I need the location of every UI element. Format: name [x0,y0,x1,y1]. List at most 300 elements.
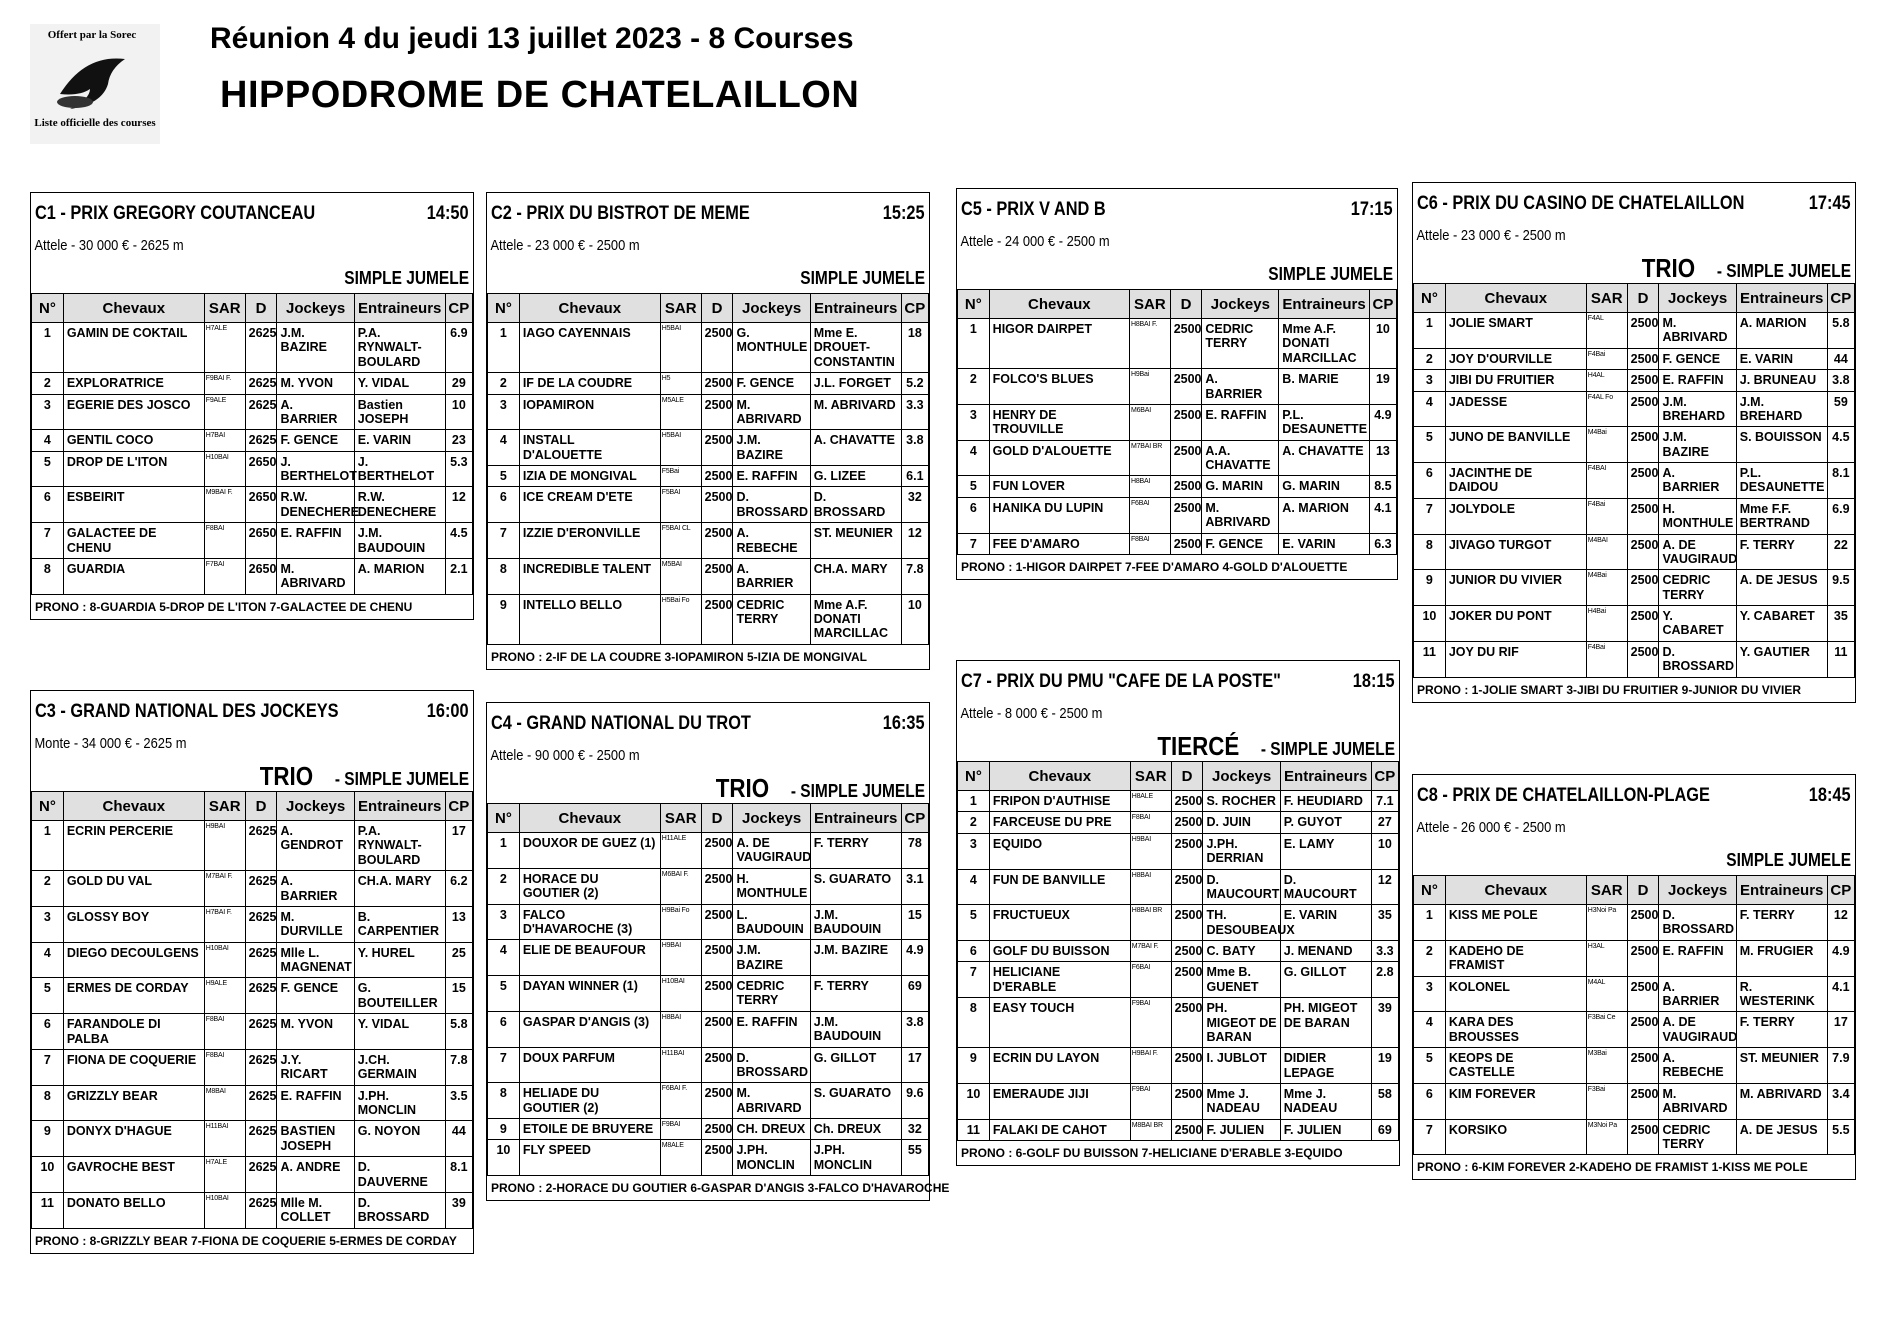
runner-sar: F4AL Fo [1586,391,1627,427]
table-row [488,523,929,559]
table-row [488,430,929,466]
race-conditions: Monte - 34 000 € - 2625 m [34,735,187,752]
runner-odds: 55 [901,1140,928,1176]
runner-distance: 2625 [245,1085,277,1121]
jockey-name: E. RAFFIN [733,466,810,487]
race-conditions: Attele - 24 000 € - 2500 m [960,233,1110,250]
runner-number: 3 [488,394,520,430]
runner-distance: 2500 [1627,534,1659,570]
runner-sar: F9BAI [1130,998,1171,1048]
runner-odds: 8.1 [1827,463,1854,499]
horse-name: HENRY DE TROUVILLE [989,404,1129,440]
runner-distance: 2650 [245,451,277,487]
runner-distance: 2500 [1171,998,1203,1048]
jockey-name: J.M. BAZIRE [733,940,810,976]
runner-number: 1 [958,319,990,369]
horse-name: ERMES DE CORDAY [63,978,204,1014]
horse-name: DIEGO DECOULGENS [63,942,204,978]
runner-odds: 13 [1369,440,1396,476]
horse-name: EGERIE DES JOSCO [63,394,204,430]
column-header-sar: SAR [660,804,701,833]
jockey-name: M. ABRIVARD [1202,497,1279,533]
runner-sar: M4BAI [1586,534,1627,570]
race-time: 17:15 [1351,199,1393,220]
runner-sar: M7BAI F. [1130,941,1171,962]
jockey-name: CH. DREUX [733,1119,810,1140]
column-header-jockey: Jockeys [1659,876,1736,905]
horse-name: EXPLORATRICE [63,373,204,394]
table-row [488,976,929,1012]
runner-distance: 2500 [1171,905,1203,941]
runner-sar: F6BAI F. [660,1083,701,1119]
runner-distance: 2500 [701,1011,733,1047]
runner-distance: 2625 [245,430,277,451]
runner-distance: 2625 [245,1157,277,1193]
column-header-sar: SAR [660,294,701,323]
trainer-name: J.PH. MONCLIN [810,1140,901,1176]
venue-title: HIPPODROME DE CHATELAILLON [220,74,860,116]
trainer-name: J.M. BAZIRE [810,940,901,976]
column-header-sar: SAR [1129,290,1170,319]
jockey-name: F. GENCE [1659,348,1736,369]
jockey-name: D. BROSSARD [733,487,810,523]
horse-name: KORSIKO [1445,1119,1586,1155]
jockey-name: J.Y. RICART [277,1049,354,1085]
runner-number: 1 [488,833,520,869]
trainer-name: J.L. FORGET [810,373,901,394]
horse-name: IZZIE D'ERONVILLE [519,523,660,559]
runner-odds: 22 [1827,534,1854,570]
trainer-name: Mme A.F. DONATI MARCILLAC [1279,319,1370,369]
race-prono: PRONO : 6-KIM FOREVER 2-KADEHO DE FRAMIST 1-KISS ME POLE [1417,1160,1808,1175]
bet-type-secondary: SIMPLE JUMELE [344,268,469,288]
column-header-num: N° [1414,284,1446,313]
horse-name: HIGOR DAIRPET [989,319,1129,369]
horse-name: FOLCO'S BLUES [989,369,1129,405]
bet-type-secondary: SIMPLE JUMELE [1268,264,1393,284]
race-header [31,193,473,237]
column-header-sar: SAR [204,294,245,323]
runner-distance: 2500 [1627,1083,1659,1119]
column-header-sar: SAR [204,792,245,821]
runner-distance: 2500 [1627,1119,1659,1155]
runner-distance: 2500 [1627,498,1659,534]
horse-name: ESBEIRIT [63,487,204,523]
race-title: C8 - PRIX DE CHATELAILLON-PLAGE [1417,785,1710,806]
runner-sar: H9ALE [204,978,245,1014]
table-header-row [32,294,473,323]
jockey-name: A. ANDRE [277,1157,354,1193]
table-row [958,905,1399,941]
runner-odds: 23 [445,430,472,451]
race-prono: PRONO : 1-HIGOR DAIRPET 7-FEE D'AMARO 4-GOLD D'ALOUETTE [961,559,1348,574]
column-header-jockey: Jockeys [1203,762,1280,791]
bet-types [1413,253,1855,283]
logo-top-text: Offert par la Sorec [47,29,137,41]
jockey-name: TH. DESOUBEAUX [1203,905,1280,941]
runner-odds: 10 [1371,833,1398,869]
table-row [1414,1048,1855,1084]
jockey-name: CEDRIC TERRY [1659,570,1736,606]
jockey-name: E. RAFFIN [277,523,354,559]
table-row [1414,1012,1855,1048]
runner-sar: H8BAI [1130,869,1171,905]
runner-distance: 2500 [701,1083,733,1119]
runner-number: 5 [488,976,520,1012]
column-header-jockey: Jockeys [277,294,354,323]
runner-odds: 3.1 [901,868,928,904]
table-row [1414,1119,1855,1155]
trainer-name: M. FRUGIER [1736,940,1827,976]
horse-name: GRIZZLY BEAR [63,1085,204,1121]
table-row [1414,370,1855,391]
runner-sar: H10BAI [660,976,701,1012]
table-row [32,1014,473,1050]
trainer-name: E. VARIN [354,430,445,451]
horse-name: DONATO BELLO [63,1192,204,1228]
table-row [488,487,929,523]
runner-number: 3 [488,904,520,940]
runner-number: 5 [488,466,520,487]
runner-sar: F9BAI [660,1119,701,1140]
trainer-name: PH. MIGEOT DE BARAN [1280,998,1371,1048]
table-row [958,941,1399,962]
runner-sar: F3Bai Ce [1586,1012,1627,1048]
table-row [488,373,929,394]
jockey-name: A. BARRIER [1202,369,1279,405]
runner-odds: 4.1 [1827,976,1854,1012]
jockey-name: J.PH. MONCLIN [733,1140,810,1176]
table-row [1414,313,1855,349]
runner-sar: H9Bai Fo [660,904,701,940]
runner-sar: H9Bai [1129,369,1170,405]
table-row [32,487,473,523]
runner-number: 4 [488,940,520,976]
bet-type-secondary: SIMPLE JUMELE [800,268,925,288]
bet-type-main: TRIO [259,761,313,791]
runner-distance: 2500 [1627,606,1659,642]
race-header [1413,183,1855,227]
trainer-name: Mme E. DROUET-CONSTANTIN [810,323,901,373]
race-time: 16:35 [883,713,925,734]
runner-distance: 2500 [1627,940,1659,976]
horse-name: EASY TOUCH [989,998,1130,1048]
jockey-name: G. MONTHULE [733,323,810,373]
race-title: C3 - GRAND NATIONAL DES JOCKEYS [35,701,339,722]
table-row [958,533,1397,554]
runner-odds: 4.9 [1827,940,1854,976]
column-header-sar: SAR [1130,762,1171,791]
runner-distance: 2500 [1170,440,1202,476]
race-title: C6 - PRIX DU CASINO DE CHATELAILLON [1417,193,1745,214]
runner-distance: 2500 [701,1140,733,1176]
trainer-name: J.CH. GERMAIN [354,1049,445,1085]
runner-number: 5 [32,978,64,1014]
horse-name: JOKER DU PONT [1445,606,1586,642]
column-header-horse: Chevaux [989,290,1129,319]
race-conditions: Attele - 30 000 € - 2625 m [34,237,184,254]
trainer-name: J.M. BAUDOUIN [810,1011,901,1047]
trainer-name: P. GUYOT [1280,812,1371,833]
race-prono: PRONO : 8-GRIZZLY BEAR 7-FIONA DE COQUERIE 5-ERMES DE CORDAY [35,1233,457,1248]
column-header-horse: Chevaux [63,294,204,323]
horse-name: DONYX D'HAGUE [63,1121,204,1157]
runner-distance: 2500 [1171,791,1203,812]
runner-distance: 2625 [245,323,277,373]
runner-distance: 2500 [1171,941,1203,962]
horse-name: GOLF DU BUISSON [989,941,1130,962]
runner-odds: 17 [445,821,472,871]
runner-odds: 13 [445,906,472,942]
table-row [958,497,1397,533]
runner-odds: 7.8 [445,1049,472,1085]
horse-name: IF DE LA COUDRE [519,373,660,394]
runner-distance: 2500 [1627,370,1659,391]
runner-number: 5 [1414,1048,1446,1084]
jockey-name: M. ABRIVARD [733,1083,810,1119]
bet-type-secondary: - SIMPLE JUMELE [1260,739,1395,759]
runner-number: 2 [958,369,990,405]
runner-number: 6 [1414,1083,1446,1119]
runner-sar: F5Bai [660,466,701,487]
runner-sar: F8BAI [204,1049,245,1085]
table-row [1414,498,1855,534]
horse-name: HANIKA DU LUPIN [989,497,1129,533]
horse-name: IZIA DE MONGIVAL [519,466,660,487]
runners-table [487,803,929,1176]
jockey-name: D. BROSSARD [733,1047,810,1083]
runner-odds: 7.9 [1827,1048,1854,1084]
column-header-trainer: Entraineurs [354,792,445,821]
column-header-jockey: Jockeys [733,294,810,323]
race-card-c4 [486,702,950,1201]
column-header-num: N° [32,792,64,821]
table-header-row [958,290,1397,319]
runner-distance: 2625 [245,1192,277,1228]
runner-odds: 2.8 [1371,962,1398,998]
horse-name: GLOSSY BOY [63,906,204,942]
runner-number: 2 [1414,348,1446,369]
horse-name: JOY DU RIF [1445,641,1586,677]
runner-odds: 12 [445,487,472,523]
trainer-name: Bastien JOSEPH [354,394,445,430]
trainer-name: D. MAUCOURT [1280,869,1371,905]
runner-sar: M6BAI F. [660,868,701,904]
trainer-name: J. BRUNEAU [1736,370,1827,391]
runner-sar: M3Bai [1586,1048,1627,1084]
horse-name: DAYAN WINNER (1) [519,976,660,1012]
runner-distance: 2500 [1171,962,1203,998]
table-row [32,1157,473,1193]
runner-number: 1 [958,791,990,812]
runner-odds: 19 [1371,1048,1398,1084]
table-row [958,440,1397,476]
race-conditions: Attele - 26 000 € - 2500 m [1416,819,1566,836]
trainer-name: A. CHAVATTE [1279,440,1370,476]
column-header-cp: CP [1371,762,1398,791]
runner-odds: 3.5 [445,1085,472,1121]
trainer-name: J.PH. MONCLIN [354,1085,445,1121]
table-row [1414,570,1855,606]
bet-type-main: TRIO [1641,253,1695,283]
column-header-dist: D [1627,876,1659,905]
trainer-name: S. GUARATO [810,868,901,904]
table-row [32,394,473,430]
jockey-name: Mlle L. MAGNENAT [277,942,354,978]
jockey-name: M. ABRIVARD [277,558,354,594]
jockey-name: D. MAUCOURT [1203,869,1280,905]
horse-name: GAVROCHE BEST [63,1157,204,1193]
jockey-name: Y. CABARET [1659,606,1736,642]
table-row [488,1119,929,1140]
horse-name: FIONA DE COQUERIE [63,1049,204,1085]
jockey-name: J.M. BAZIRE [733,430,810,466]
runner-distance: 2500 [1170,476,1202,497]
race-title: C4 - GRAND NATIONAL DU TROT [491,713,751,734]
runner-number: 7 [488,1047,520,1083]
bet-type-secondary: - SIMPLE JUMELE [1716,261,1851,281]
runner-distance: 2500 [701,558,733,594]
runner-sar: H4AL [1586,370,1627,391]
runner-sar: M7BAI BR [1129,440,1170,476]
table-row [32,871,473,907]
horse-name: FLY SPEED [519,1140,660,1176]
runner-distance: 2500 [701,323,733,373]
runner-odds: 39 [445,1192,472,1228]
trainer-name: F. TERRY [810,976,901,1012]
runner-sar: H7BAI F. [204,906,245,942]
jockey-name: Mlle M. COLLET [277,1192,354,1228]
column-header-dist: D [1627,284,1659,313]
runners-table [31,791,473,1229]
runner-sar: F6BAI [1130,962,1171,998]
race-header [957,661,1399,705]
runner-odds: 17 [901,1047,928,1083]
trainer-name: R.W. DENECHERE [354,487,445,523]
bet-type-secondary: - SIMPLE JUMELE [334,769,469,789]
runner-odds: 35 [1371,905,1398,941]
trainer-name: Mme A.F. DONATI MARCILLAC [810,594,901,644]
trainer-name: Y. GAUTIER [1736,641,1827,677]
runner-odds: 8.1 [445,1157,472,1193]
runner-sar: H7ALE [204,323,245,373]
table-row [32,1049,473,1085]
runner-odds: 59 [1827,391,1854,427]
jockey-name: A. DE VAUGIRAUD [1659,1012,1736,1048]
sorec-logo [30,24,160,144]
runner-odds: 5.8 [1827,313,1854,349]
jockey-name: G. MARIN [1202,476,1279,497]
runner-odds: 3.8 [901,430,928,466]
horse-name: JIBI DU FRUITIER [1445,370,1586,391]
meeting-title: Réunion 4 du jeudi 13 juillet 2023 - 8 Courses [210,22,854,55]
horse-name: IAGO CAYENNAIS [519,323,660,373]
race-time: 15:25 [883,203,925,224]
race-card-c7 [956,660,1400,1166]
horse-name: ECRIN DU LAYON [989,1048,1130,1084]
jockey-name: A. BARRIER [1659,976,1736,1012]
table-row [32,1085,473,1121]
runner-odds: 25 [445,942,472,978]
race-title: C1 - PRIX GREGORY COUTANCEAU [35,203,316,224]
horse-name: GALACTEE DE CHENU [63,523,204,559]
horse-name: KOLONEL [1445,976,1586,1012]
table-row [32,942,473,978]
horse-name: INSTALL D'ALOUETTE [519,430,660,466]
runner-odds: 5.8 [445,1014,472,1050]
runner-distance: 2625 [245,1014,277,1050]
race-prono: PRONO : 8-GUARDIA 5-DROP DE L'ITON 7-GALACTEE DE CHENU [35,599,413,614]
runner-sar: M7BAI F. [204,871,245,907]
race-title: C2 - PRIX DU BISTROT DE MEME [491,203,750,224]
runner-number: 8 [488,1083,520,1119]
runner-number: 6 [958,941,990,962]
table-row [488,323,929,373]
runner-number: 3 [1414,976,1446,1012]
trainer-name: A. CHAVATTE [810,430,901,466]
horse-name: EMERAUDE JIJI [989,1084,1130,1120]
race-header [31,691,473,735]
runner-sar: M8BAI BR [1130,1119,1171,1140]
runner-number: 6 [1414,463,1446,499]
jockey-name: I. JUBLOT [1203,1048,1280,1084]
column-header-horse: Chevaux [519,294,660,323]
column-header-trainer: Entraineurs [1736,284,1827,313]
runner-sar: M4AL [1586,976,1627,1012]
runner-distance: 2650 [245,523,277,559]
runner-sar: H5 [660,373,701,394]
jockey-name: PH. MIGEOT DE BARAN [1203,998,1280,1048]
runner-odds: 4.9 [901,940,928,976]
jockey-name: D. BROSSARD [1659,641,1736,677]
horse-name: JOY D'OURVILLE [1445,348,1586,369]
runner-distance: 2625 [245,1049,277,1085]
runner-distance: 2625 [245,394,277,430]
table-row [958,369,1397,405]
jockey-name: M. ABRIVARD [1659,1083,1736,1119]
runner-odds: 4.9 [1369,404,1396,440]
table-row [958,1119,1399,1140]
column-header-cp: CP [901,804,928,833]
horse-name: GAMIN DE COKTAIL [63,323,204,373]
runners-table [957,761,1399,1141]
runner-number: 9 [488,594,520,644]
table-row [32,978,473,1014]
runners-table [1413,283,1855,678]
runner-odds: 6.1 [901,466,928,487]
trainer-name: DIDIER LEPAGE [1280,1048,1371,1084]
table-row [32,1121,473,1157]
race-card-c1 [30,192,474,620]
trainer-name: B. CARPENTIER [354,906,445,942]
runner-sar: H10BAI [204,1192,245,1228]
runner-odds: 12 [901,523,928,559]
runner-number: 2 [32,373,64,394]
bet-types [487,773,929,803]
table-row [1414,905,1855,941]
jockey-name: J.M. BAZIRE [277,323,354,373]
runner-number: 11 [1414,641,1446,677]
jockey-name: A. REBECHE [1659,1048,1736,1084]
runner-odds: 4.5 [445,523,472,559]
runner-distance: 2500 [701,373,733,394]
runner-number: 2 [32,871,64,907]
jockey-name: M. YVON [277,373,354,394]
race-card-c8 [1412,774,1856,1180]
horse-name: JOLYDOLE [1445,498,1586,534]
runner-sar: H11ALE [660,833,701,869]
runner-sar: F6BAI [1129,497,1170,533]
